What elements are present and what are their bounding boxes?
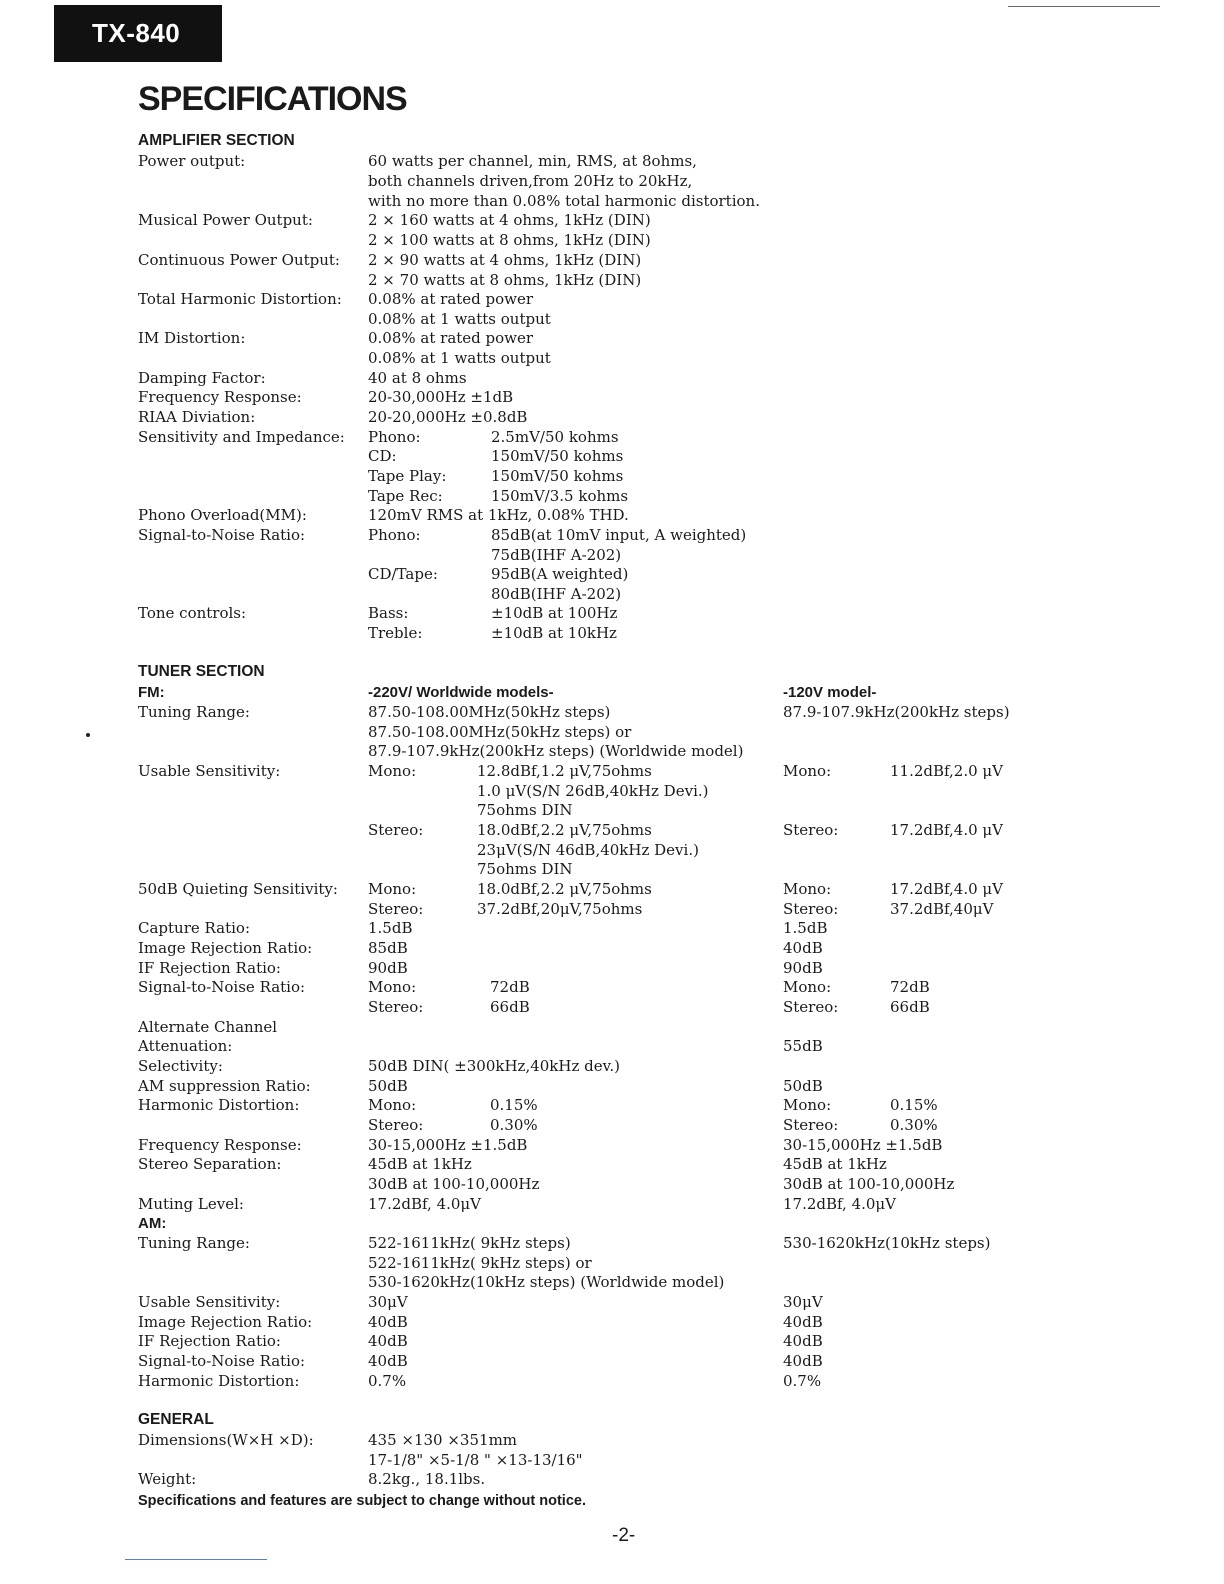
spec-label: IF Rejection Ratio:: [138, 959, 281, 977]
spec-value: 0.7%: [783, 1372, 822, 1390]
spec-value: 0.15%: [490, 1096, 538, 1114]
spec-value: 20-20,000Hz ±0.8dB: [368, 408, 528, 426]
spec-value: 2 × 100 watts at 8 ohms, 1kHz (DIN): [368, 231, 651, 249]
spec-value: 90dB: [368, 959, 408, 977]
spec-value: 40dB: [368, 1332, 408, 1350]
spec-label: Damping Factor:: [138, 369, 266, 387]
spec-label: Muting Level:: [138, 1195, 244, 1213]
spec-value: 0.08% at 1 watts output: [368, 349, 551, 367]
spec-value: 37.2dBf,20μV,75ohms: [477, 900, 643, 918]
spec-value: 72dB: [490, 978, 530, 996]
spec-label: Alternate Channel: [138, 1018, 278, 1036]
spec-label: Image Rejection Ratio:: [138, 939, 313, 957]
spec-value: 1.5dB: [368, 919, 413, 937]
spec-label: IM Distortion:: [138, 329, 246, 347]
spec-value: 30μV: [783, 1293, 823, 1311]
mode-label: Mono:: [368, 762, 417, 780]
mode-label: Mono:: [783, 762, 832, 780]
spec-value: 40dB: [368, 1313, 408, 1331]
spec-value: 37.2dBf,40μV: [890, 900, 994, 918]
spec-label: Capture Ratio:: [138, 919, 251, 937]
spec-value: 17.2dBf,4.0 μV: [890, 821, 1004, 839]
page-title: SPECIFICATIONS: [138, 80, 407, 118]
spec-value: 2.5mV/50 kohms: [491, 428, 619, 446]
spec-label: Harmonic Distortion:: [138, 1096, 300, 1114]
spec-value: 1.0 μV(S/N 26dB,40kHz Devi.): [477, 782, 709, 800]
model-badge: [54, 5, 222, 62]
mode-label: Mono:: [783, 978, 832, 996]
spec-value: 95dB(A weighted): [491, 565, 629, 583]
input-label: Phono:: [368, 428, 421, 446]
mode-label: Stereo:: [783, 900, 839, 918]
spec-value: 87.50-108.00MHz(50kHz steps) or: [368, 723, 632, 741]
spec-label: Tone controls:: [138, 604, 247, 622]
column-header-120v: -120V model-: [783, 684, 877, 701]
spec-label: Image Rejection Ratio:: [138, 1313, 313, 1331]
spec-label: Selectivity:: [138, 1057, 223, 1075]
spec-value: 11.2dBf,2.0 μV: [890, 762, 1004, 780]
spec-value: 435 ×130 ×351mm: [368, 1431, 518, 1449]
spec-value: 0.30%: [890, 1116, 938, 1134]
stray-dot: [86, 733, 90, 737]
spec-value: 2 × 90 watts at 4 ohms, 1kHz (DIN): [368, 251, 642, 269]
mode-label: Mono:: [783, 880, 832, 898]
spec-value: 75ohms DIN: [477, 801, 573, 819]
spec-value: 20-30,000Hz ±1dB: [368, 388, 514, 406]
spec-value: 40 at 8 ohms: [368, 369, 467, 387]
mode-label: Mono:: [368, 1096, 417, 1114]
spec-value: 18.0dBf,2.2 μV,75ohms: [477, 821, 652, 839]
spec-value: 17.2dBf, 4.0μV: [783, 1195, 897, 1213]
spec-label: Usable Sensitivity:: [138, 1293, 281, 1311]
mode-label: Stereo:: [368, 821, 424, 839]
spec-value: 0.08% at 1 watts output: [368, 310, 551, 328]
mode-label: Mono:: [368, 880, 417, 898]
spec-value: 50dB: [783, 1077, 823, 1095]
mode-label: Stereo:: [783, 1116, 839, 1134]
spec-label: Musical Power Output:: [138, 211, 313, 229]
spec-value: 18.0dBf,2.2 μV,75ohms: [477, 880, 652, 898]
spec-label: Sensitivity and Impedance:: [138, 428, 345, 446]
fm-heading: FM:: [138, 684, 165, 701]
spec-label: Frequency Response:: [138, 388, 302, 406]
spec-value: 40dB: [783, 1313, 823, 1331]
spec-value: 12.8dBf,1.2 μV,75ohms: [477, 762, 652, 780]
mode-label: Stereo:: [783, 998, 839, 1016]
spec-value: 50dB DIN( ±300kHz,40kHz dev.): [368, 1057, 620, 1075]
spec-value: 60 watts per channel, min, RMS, at 8ohms,: [368, 152, 697, 170]
spec-value: 530-1620kHz(10kHz steps) (Worldwide model): [368, 1273, 725, 1291]
spec-label: Usable Sensitivity:: [138, 762, 281, 780]
model-name: TX-840: [92, 18, 181, 48]
spec-label: Signal-to-Noise Ratio:: [138, 526, 306, 544]
page-number: -2-: [612, 1525, 636, 1546]
spec-value: ±10dB at 10kHz: [491, 624, 617, 642]
spec-value: 87.50-108.00MHz(50kHz steps): [368, 703, 611, 721]
spec-value: 0.15%: [890, 1096, 938, 1114]
spec-value: 87.9-107.9kHz(200kHz steps) (Worldwide model): [368, 742, 744, 760]
spec-value: 8.2kg., 18.1lbs.: [368, 1470, 486, 1488]
mode-label: Stereo:: [368, 1116, 424, 1134]
spec-value: 17-1/8" ×5-1/8 " ×13-13/16": [368, 1451, 583, 1469]
disclaimer: Specifications and features are subject to change without notice.: [138, 1493, 586, 1509]
spec-value: 75ohms DIN: [477, 860, 573, 878]
spec-value: 30dB at 100-10,000Hz: [368, 1175, 540, 1193]
tuner-heading: TUNER SECTION: [138, 663, 265, 680]
spec-label: Phono Overload(MM):: [138, 506, 307, 524]
spec-value: 85dB: [368, 939, 408, 957]
mode-label: Stereo:: [368, 900, 424, 918]
spec-value: 23μV(S/N 46dB,40kHz Devi.): [477, 841, 699, 859]
spec-value: ±10dB at 100Hz: [491, 604, 618, 622]
column-header-220v: -220V/ Worldwide models-: [368, 684, 554, 701]
amplifier-heading: AMPLIFIER SECTION: [138, 132, 295, 149]
spec-value: 30μV: [368, 1293, 408, 1311]
spec-label: Weight:: [138, 1470, 197, 1488]
spec-label: Attenuation:: [138, 1037, 233, 1055]
top-rule: [1008, 6, 1160, 7]
mode-label: Stereo:: [783, 821, 839, 839]
spec-value: 0.08% at rated power: [368, 290, 534, 308]
spec-value: 72dB: [890, 978, 930, 996]
spec-label: Total Harmonic Distortion:: [138, 290, 342, 308]
spec-value: 522-1611kHz( 9kHz steps): [368, 1234, 571, 1252]
input-label: Phono:: [368, 526, 421, 544]
spec-label: Stereo Separation:: [138, 1155, 282, 1173]
spec-value: 120mV RMS at 1kHz, 0.08% THD.: [368, 506, 629, 524]
spec-value: 150mV/50 kohms: [491, 467, 624, 485]
spec-value: 80dB(IHF A-202): [491, 585, 622, 603]
input-label: Bass:: [368, 604, 409, 622]
spec-label: Power output:: [138, 152, 246, 170]
spec-value: 0.30%: [490, 1116, 538, 1134]
spec-value: 85dB(at 10mV input, A weighted): [491, 526, 747, 544]
spec-value: both channels driven,from 20Hz to 20kHz,: [368, 172, 693, 190]
spec-label: IF Rejection Ratio:: [138, 1332, 281, 1350]
spec-label: Dimensions(W×H ×D):: [138, 1431, 314, 1449]
spec-label: Tuning Range:: [138, 703, 250, 721]
spec-value: 30dB at 100-10,000Hz: [783, 1175, 955, 1193]
input-label: Treble:: [368, 624, 423, 642]
spec-label: Tuning Range:: [138, 1234, 250, 1252]
am-heading: AM:: [138, 1215, 167, 1232]
spec-label: Continuous Power Output:: [138, 251, 340, 269]
spec-label: RIAA Diviation:: [138, 408, 256, 426]
mode-label: Mono:: [368, 978, 417, 996]
spec-value: 2 × 70 watts at 8 ohms, 1kHz (DIN): [368, 271, 642, 289]
spec-value: 0.7%: [368, 1372, 407, 1390]
spec-value: 530-1620kHz(10kHz steps): [783, 1234, 991, 1252]
spec-value: 87.9-107.9kHz(200kHz steps): [783, 703, 1010, 721]
spec-value: 2 × 160 watts at 4 ohms, 1kHz (DIN): [368, 211, 651, 229]
spec-label: Frequency Response:: [138, 1136, 302, 1154]
spec-value: 55dB: [783, 1037, 823, 1055]
spec-label: 50dB Quieting Sensitivity:: [138, 880, 338, 898]
spec-value: 90dB: [783, 959, 823, 977]
spec-value: 150mV/3.5 kohms: [491, 487, 629, 505]
spec-value: 1.5dB: [783, 919, 828, 937]
spec-label: AM suppression Ratio:: [138, 1077, 311, 1095]
spec-value: 45dB at 1kHz: [368, 1155, 472, 1173]
spec-value: 17.2dBf,4.0 μV: [890, 880, 1004, 898]
input-label: CD:: [368, 447, 397, 465]
spec-value: 66dB: [490, 998, 530, 1016]
spec-value: 17.2dBf, 4.0μV: [368, 1195, 482, 1213]
spec-label: Signal-to-Noise Ratio:: [138, 1352, 306, 1370]
mode-label: Mono:: [783, 1096, 832, 1114]
spec-value: 150mV/50 kohms: [491, 447, 624, 465]
spec-value: 30-15,000Hz ±1.5dB: [783, 1136, 943, 1154]
spec-value: 0.08% at rated power: [368, 329, 534, 347]
spec-label: Harmonic Distortion:: [138, 1372, 300, 1390]
spec-value: 40dB: [368, 1352, 408, 1370]
mode-label: Stereo:: [368, 998, 424, 1016]
spec-value: 40dB: [783, 1352, 823, 1370]
spec-value: with no more than 0.08% total harmonic distortion.: [368, 192, 760, 210]
spec-value: 66dB: [890, 998, 930, 1016]
input-label: CD/Tape:: [368, 565, 438, 583]
bottom-rule: [125, 1559, 267, 1560]
spec-value: 30-15,000Hz ±1.5dB: [368, 1136, 528, 1154]
spec-value: 50dB: [368, 1077, 408, 1095]
spec-value: 40dB: [783, 939, 823, 957]
spec-value: 45dB at 1kHz: [783, 1155, 887, 1173]
spec-value: 522-1611kHz( 9kHz steps) or: [368, 1254, 592, 1272]
spec-value: 40dB: [783, 1332, 823, 1350]
input-label: Tape Rec:: [368, 487, 443, 505]
input-label: Tape Play:: [368, 467, 447, 485]
spec-label: Signal-to-Noise Ratio:: [138, 978, 306, 996]
general-heading: GENERAL: [138, 1411, 214, 1428]
spec-value: 75dB(IHF A-202): [491, 546, 622, 564]
